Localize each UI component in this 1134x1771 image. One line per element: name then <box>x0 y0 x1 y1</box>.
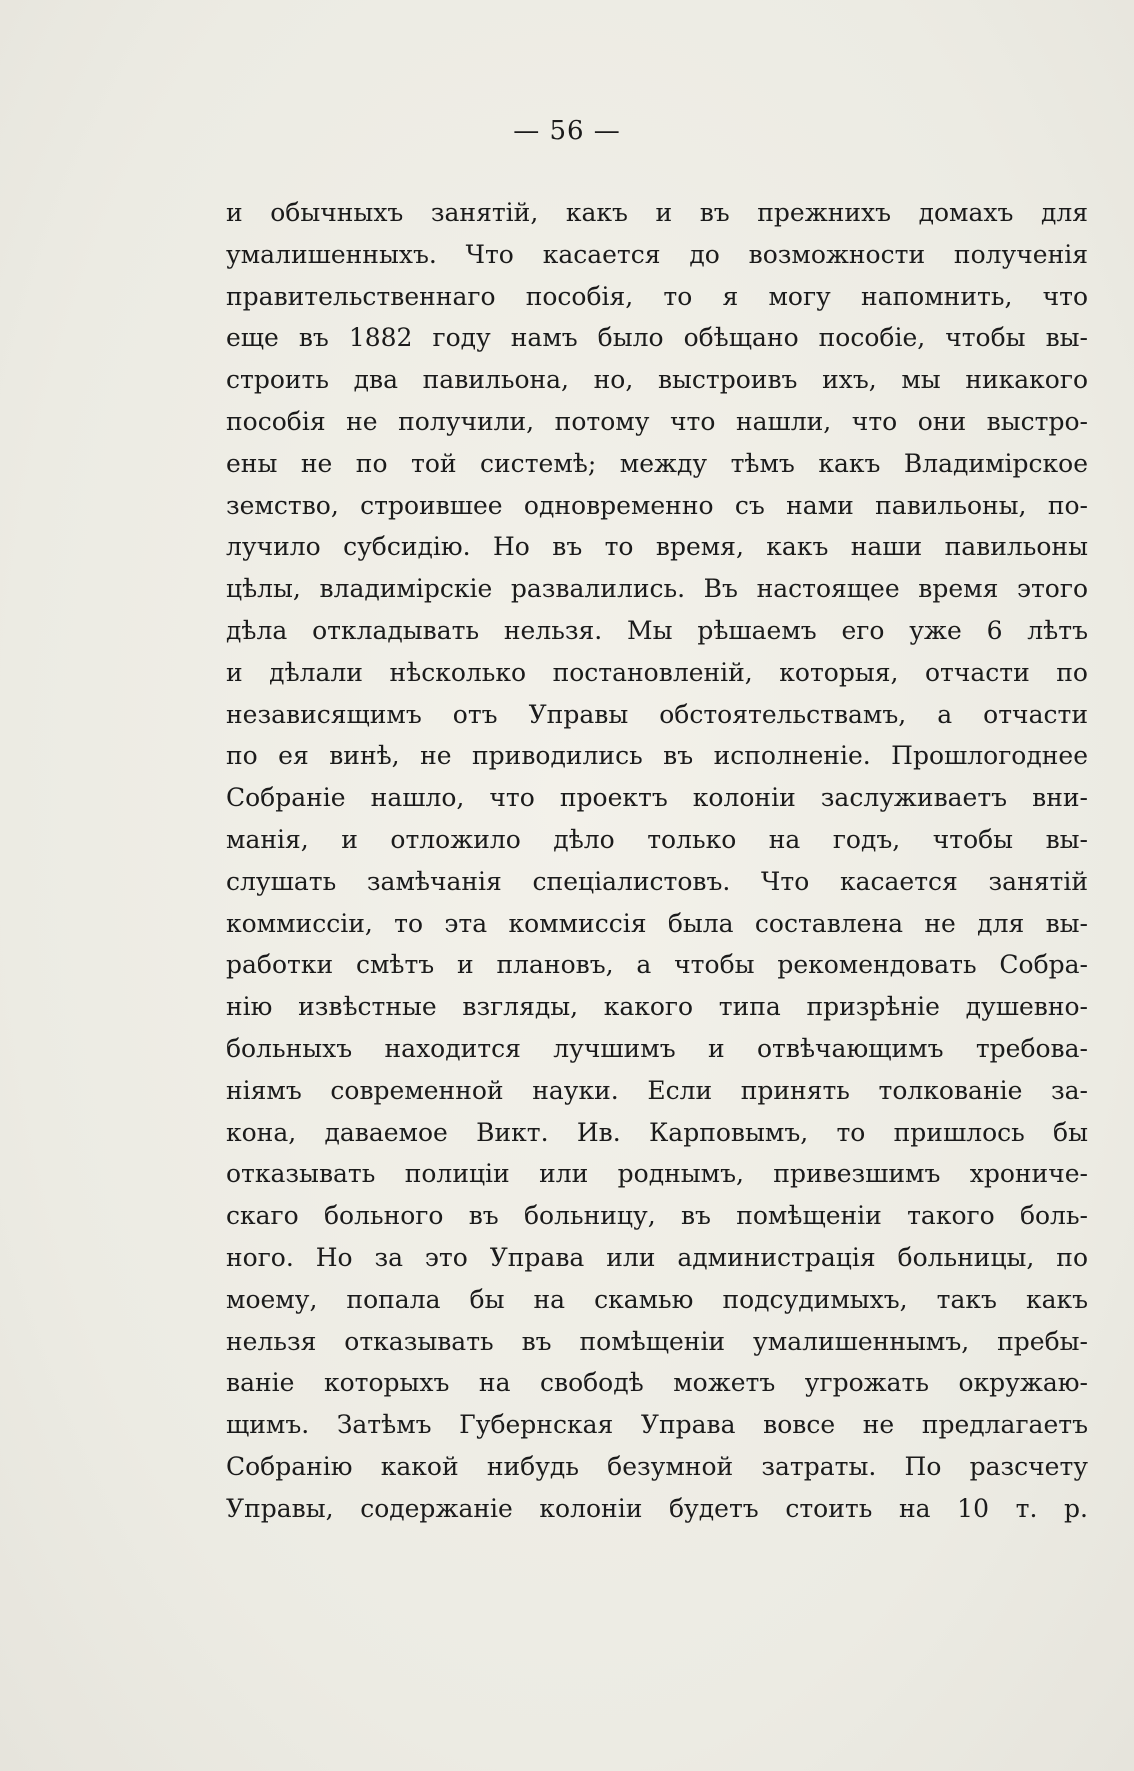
text-line: земство, строившее одновременно съ нами павильоны, по- <box>226 490 1088 520</box>
text-line: работки смѣтъ и плановъ, а чтобы рекомендовать Собра- <box>226 950 1088 980</box>
text-line: еще въ 1882 году намъ было обѣщано пособіе, чтобы вы- <box>226 323 1088 353</box>
text-line: цѣлы, владимірскіе развалились. Въ настоящее время этого <box>226 574 1088 604</box>
page-number: — 56 — <box>513 116 621 146</box>
text-line: отказывать полиціи или роднымъ, привезшимъ хрониче- <box>226 1159 1088 1189</box>
text-line: Собранію какой нибудь безумной затраты. По разсчету <box>226 1451 1088 1481</box>
text-line: щимъ. Затѣмъ Губернская Управа вовсе не предлагаетъ <box>226 1410 1088 1440</box>
text-line: манія, и отложило дѣло только на годъ, чтобы вы- <box>226 824 1088 854</box>
text-line: пособія не получили, потому что нашли, что они выстро- <box>226 406 1088 436</box>
text-line: строить два павильона, но, выстроивъ ихъ, мы никакого <box>226 365 1088 395</box>
text-line: моему, попала бы на скамью подсудимыхъ, такъ какъ <box>226 1284 1088 1314</box>
text-line: ваніе которыхъ на свободѣ можетъ угрожать окружаю- <box>226 1368 1088 1398</box>
text-line: независящимъ отъ Управы обстоятельствамъ, а отчасти <box>226 699 1088 729</box>
text-line: нельзя отказывать въ помѣщеніи умалишеннымъ, пребы- <box>226 1326 1088 1356</box>
text-line: ены не по той системѣ; между тѣмъ какъ Владимірское <box>226 448 1088 478</box>
text-line: коммиссіи, то эта коммиссія была составлена не для вы- <box>226 908 1088 938</box>
text-line: дѣла откладывать нельзя. Мы рѣшаемъ его уже 6 лѣтъ <box>226 615 1088 645</box>
text-line: нію извѣстные взгляды, какого типа призрѣніе душевно- <box>226 992 1088 1022</box>
text-line: по ея винѣ, не приводились въ исполненіе. Прошлогоднее <box>226 741 1088 771</box>
text-line: ніямъ современной науки. Если принять толкованіе за- <box>226 1075 1088 1105</box>
text-line: лучило субсидію. Но въ то время, какъ наши павильоны <box>226 532 1088 562</box>
body-text <box>226 192 1088 1530</box>
text-line: слушать замѣчанія спеціалистовъ. Что касается занятій <box>226 866 1088 896</box>
text-line: правительственнаго пособія, то я могу напомнить, что <box>226 281 1088 311</box>
text-line: Собраніе нашло, что проектъ колоніи заслуживаетъ вни- <box>226 783 1088 813</box>
text-line: ного. Но за это Управа или администрація больницы, по <box>226 1242 1088 1272</box>
text-line: больныхъ находится лучшимъ и отвѣчающимъ требова- <box>226 1033 1088 1063</box>
text-line: скаго больного въ больницу, въ помѣщеніи такого боль- <box>226 1201 1088 1231</box>
text-line: и обычныхъ занятій, какъ и въ прежнихъ домахъ для <box>226 198 1088 227</box>
text-line: и дѣлали нѣсколько постановленій, которыя, отчасти по <box>226 657 1088 687</box>
text-line: умалишенныхъ. Что касается до возможности полученія <box>226 239 1088 269</box>
text-line: Управы, содержаніе колоніи будетъ стоить на 10 т. р. <box>226 1493 1088 1523</box>
text-line: кона, даваемое Викт. Ив. Карповымъ, то пришлось бы <box>226 1117 1088 1147</box>
